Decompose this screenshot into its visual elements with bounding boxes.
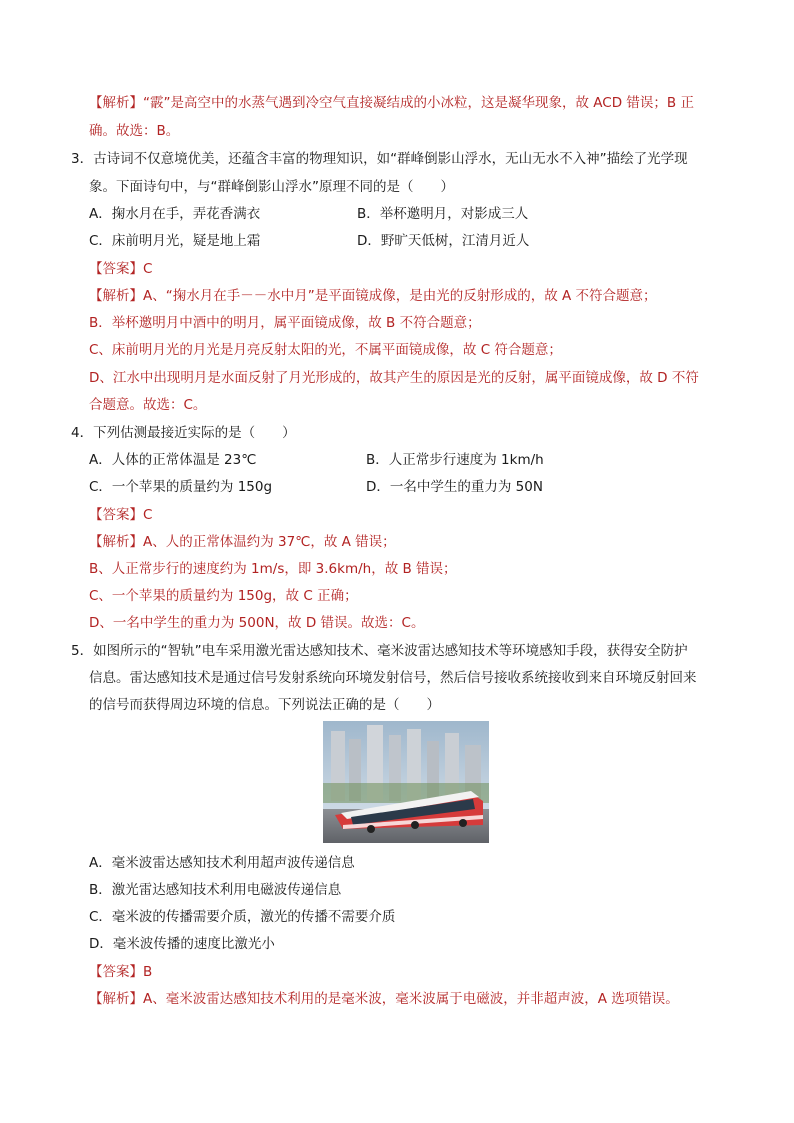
q5-option-c: C．毫米波的传播需要介质，激光的传播不需要介质 [89, 909, 396, 925]
q3-analysis-line-3: C、床前明月光的月光是月亮反射太阳的光，不属平面镜成像，故 C 符合题意； [89, 342, 562, 358]
q5-option-a: A．毫米波雷达感知技术利用超声波传递信息 [89, 855, 355, 871]
q4-answer [89, 505, 152, 525]
tram-illustration [323, 721, 489, 843]
q5-stem-line-2: 信息。雷达感知技术是通过信号发射系统向环境发射信号，然后信号接收系统接收到来自环境反射回来 [89, 670, 697, 686]
q3-option-c: C．床前明月光，疑是地上霜 [89, 233, 261, 249]
q4-option-a: A．人体的正常体温是 23℃ [89, 452, 257, 468]
q5-stem-line-1: 5．如图所示的“智轨”电车采用激光雷达感知技术、毫米波雷达感知技术等环境感知手段，获得安全防护 [71, 643, 688, 659]
q4-option-b: B．人正常步行速度为 1km/h [366, 452, 544, 468]
q3-analysis-line-2: B．举杯邀明月中酒中的明月，属平面镜成像，故 B 不符合题意； [89, 315, 481, 331]
tram-photo [323, 721, 489, 843]
analysis-tag: 【解析】 [89, 991, 143, 1007]
answer-value: C [143, 261, 153, 277]
tram-wheel [411, 821, 419, 829]
analysis-tag: 【解析】 [89, 288, 143, 304]
q4-analysis-line-1: 【解析】A、人的正常体温约为 37℃，故 A 错误； [89, 534, 396, 550]
answer-tag: 【答案】 [89, 964, 143, 980]
q3-analysis-line-5: 合题意。故选：C。 [89, 397, 207, 413]
q5-option-d: D．毫米波传播的速度比激光小 [89, 936, 275, 952]
q3-stem-line-2: 象。下面诗句中，与“群峰倒影山浮水”原理不同的是（ ） [89, 179, 454, 195]
q4-analysis-line-2: B、人正常步行的速度约为 1m/s，即 3.6km/h，故 B 错误； [89, 561, 457, 577]
q4-analysis-line-3: C、一个苹果的质量约为 150g，故 C 正确； [89, 588, 358, 604]
q2-analysis-line-1: 【解析】“霰”是高空中的水蒸气遇到冷空气直接凝结成的小冰粒，这是凝华现象，故 ACD 错误；B 正 [89, 95, 694, 111]
q4-option-d: D．一名中学生的重力为 50N [366, 479, 543, 495]
q5-analysis-line-1: 【解析】A、毫米波雷达感知技术利用的是毫米波，毫米波属于电磁波，并非超声波，A 选项错误。 [89, 991, 679, 1007]
q3-analysis-line-4: D、江水中出现明月是水面反射了月光形成的，故其产生的原因是光的反射，属平面镜成像，故 D 不符 [89, 370, 699, 386]
q2-analysis-line-2: 确。故选：B。 [89, 123, 180, 139]
q5-stem-line-3: 的信号而获得周边环境的信息。下列说法正确的是（ ） [89, 697, 440, 713]
q5-option-b: B．激光雷达感知技术利用电磁波传递信息 [89, 882, 342, 898]
q4-analysis-line-4: D、一名中学生的重力为 500N，故 D 错误。故选：C。 [89, 615, 425, 631]
q3-stem-line-1: 3．古诗词不仅意境优美，还蕴含丰富的物理知识，如“群峰倒影山浮水，无山无水不入神”描绘了光学现 [71, 151, 688, 167]
analysis-tag: 【解析】 [89, 534, 143, 550]
q3-analysis-line-1: 【解析】A、“掬水月在手－－水中月”是平面镜成像，是由光的反射形成的，故 A 不符合题意； [89, 288, 657, 304]
answer-value: C [143, 507, 153, 523]
q4-stem-line-1: 4．下列估测最接近实际的是（ ） [71, 425, 296, 441]
answer-tag: 【答案】 [89, 507, 143, 523]
q4-option-c: C．一个苹果的质量约为 150g [89, 479, 273, 495]
q5-answer [89, 962, 152, 982]
tram-wheel [459, 819, 467, 827]
q3-answer [89, 259, 152, 279]
q3-option-b: B．举杯邀明月，对影成三人 [357, 206, 529, 222]
answer-value: B [143, 964, 153, 980]
analysis-tag: 【解析】 [89, 95, 143, 111]
answer-tag: 【答案】 [89, 261, 143, 277]
q3-option-a: A．掬水月在手，弄花香满衣 [89, 206, 261, 222]
tram-wheel [367, 825, 375, 833]
q3-option-d: D．野旷天低树，江清月近人 [357, 233, 530, 249]
